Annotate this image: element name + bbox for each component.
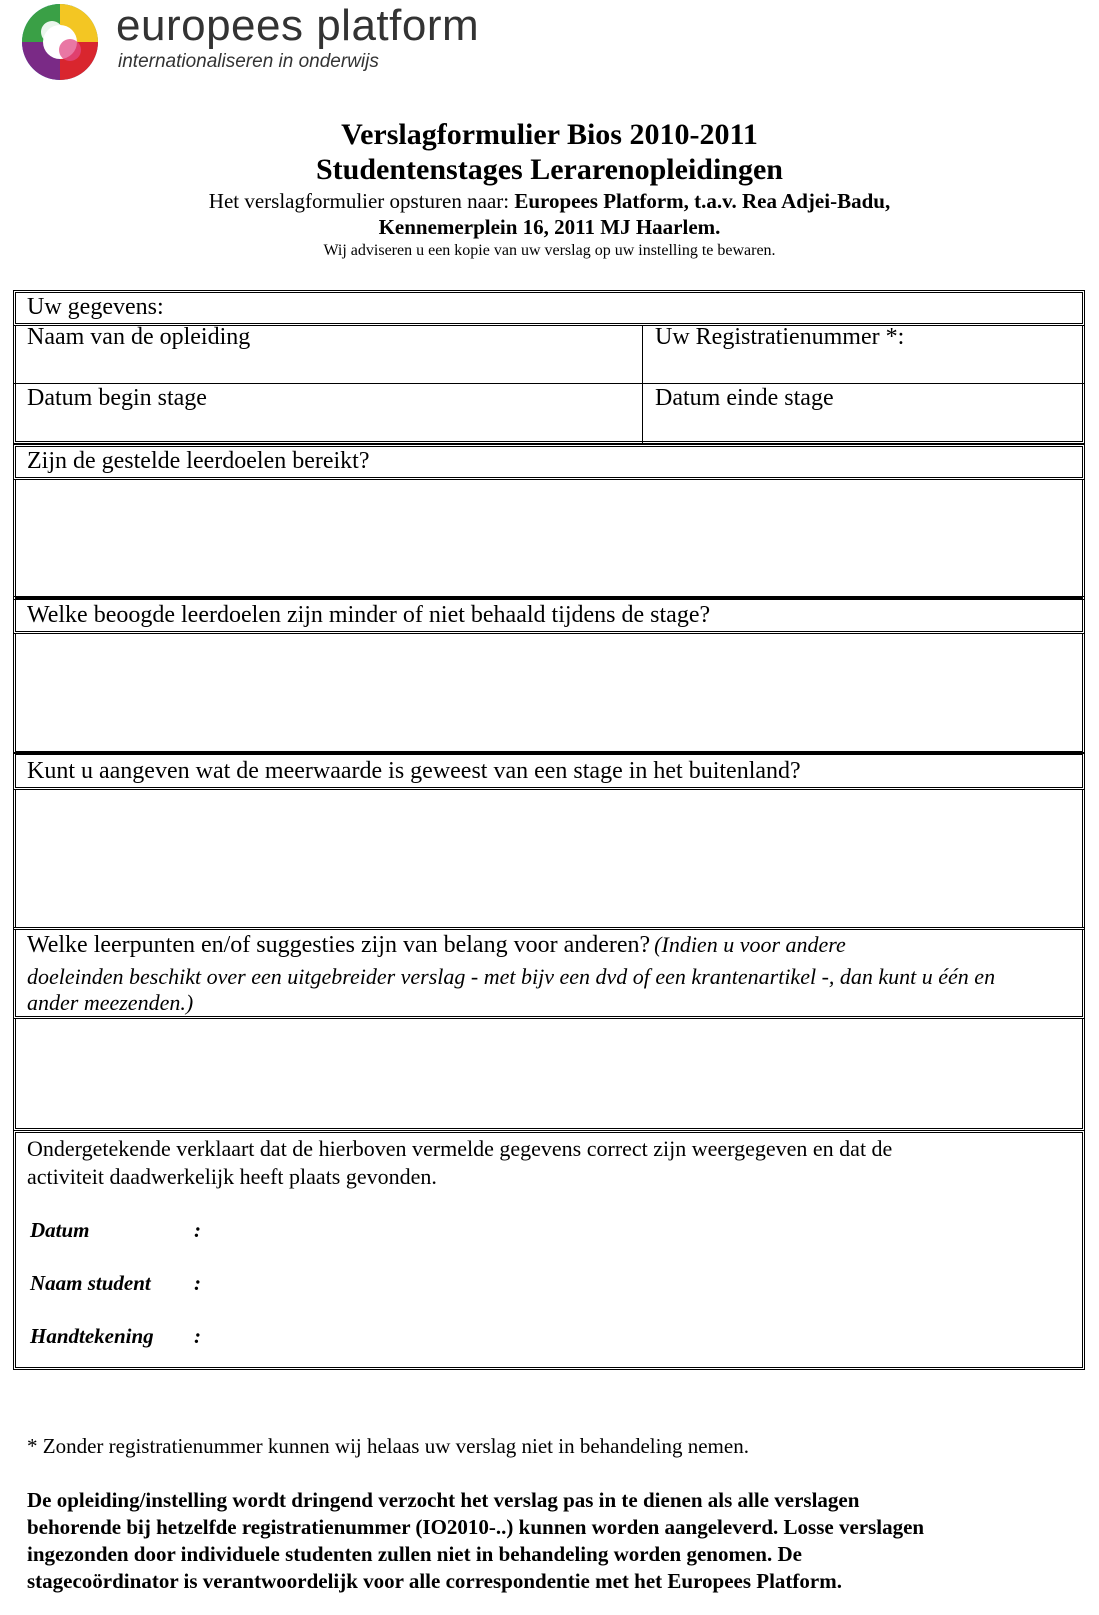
question-3-header [13, 752, 1085, 790]
question-2-label: Welke beoogde leerdoelen zijn minder of niet behaald tijdens de stage? [27, 602, 711, 628]
question-3-answer-area[interactable] [13, 790, 1085, 930]
datum-begin-label: Datum begin stage [27, 385, 207, 411]
naam-opleiding-label: Naam van de opleiding [27, 324, 251, 350]
declaration-line-2: activiteit daadwerkelijk heeft plaats gevonden. [27, 1164, 437, 1189]
question-4-label: Welke leerpunten en/of suggesties zijn van belang voor anderen? [27, 932, 651, 958]
question-4-note-1: (Indien u voor andere [654, 932, 846, 957]
signature-datum-label: Datum [30, 1218, 90, 1242]
send-prefix: Het verslagformulier opsturen naar: [208, 189, 515, 213]
gegevens-grid [13, 326, 1085, 444]
send-instruction [0, 188, 1099, 214]
signature-datum-colon: : [194, 1218, 201, 1242]
document-header [0, 118, 1099, 262]
logo-brand-text: europees platform [116, 1, 480, 50]
question-4-header [13, 927, 1085, 1019]
question-4-line-1 [27, 932, 846, 959]
question-3-label: Kunt u aangeven wat de meerwaarde is geweest van een stage in het buitenland? [27, 758, 801, 784]
europees-platform-logo [20, 0, 500, 84]
question-4-note-3: ander meezenden.) [27, 990, 194, 1015]
footnote: * Zonder registratienummer kunnen wij helaas uw verslag niet in behandeling nemen. [27, 1434, 749, 1458]
question-1-label: Zijn de gestelde leerdoelen bereikt? [27, 448, 370, 474]
logo-tagline: internationaliseren in onderwijs [118, 51, 379, 72]
signature-handtekening-colon: : [194, 1324, 201, 1348]
question-4-note-2: doeleinden beschikt over een uitgebreider verslag - met bijv een dvd of een krantenartikel -, dan kunt u één en [27, 964, 996, 989]
title-line-1: Verslagformulier Bios 2010-2011 [341, 118, 758, 151]
declaration-section [13, 1130, 1085, 1370]
question-2-header [13, 596, 1085, 634]
final-notice [27, 1487, 1072, 1595]
title-line-2: Studentenstages Lerarenopleidingen [316, 153, 783, 186]
logo-mark-icon [20, 2, 104, 82]
signature-naam-colon: : [194, 1271, 201, 1295]
final-notice-line-1: De opleiding/instelling wordt dringend verzocht het verslag pas in te dienen als alle verslagen [27, 1488, 860, 1512]
question-4-answer-area[interactable] [13, 1019, 1085, 1131]
send-recipient: Europees Platform, t.a.v. Rea Adjei-Badu, [514, 189, 891, 213]
question-1-header [13, 444, 1085, 480]
address: Kennemerplein 16, 2011 MJ Haarlem. [378, 215, 721, 239]
final-notice-line-2: behorende bij hetzelfde registratienummer (IO2010-..) kunnen worden aangeleverd. Losse verslagen [27, 1515, 925, 1539]
final-notice-line-4: stagecoördinator is verantwoordelijk voor alle correspondentie met het Europees Platform. [27, 1569, 842, 1593]
declaration-text [27, 1135, 892, 1191]
declaration-line-1: Ondergetekende verklaart dat de hierboven vermelde gegevens correct zijn weergegeven en dat de [27, 1136, 893, 1161]
registratienummer-label: Uw Registratienummer *: [655, 324, 905, 350]
signature-naam-label: Naam student [30, 1271, 151, 1295]
question-2-answer-area[interactable] [13, 634, 1085, 754]
question-1-answer-area[interactable] [13, 480, 1085, 600]
final-notice-line-3: ingezonden door individuele studenten zullen niet in behandeling worden genomen. De [27, 1542, 802, 1566]
section-uw-gegevens-label: Uw gegevens: [27, 294, 164, 320]
copy-advice: Wij adviseren u een kopie van uw verslag op uw instelling te bewaren. [323, 242, 776, 259]
section-uw-gegevens [13, 290, 1085, 326]
datum-einde-label: Datum einde stage [655, 385, 834, 411]
signature-handtekening-label: Handtekening [30, 1324, 154, 1348]
grid-divider [642, 326, 643, 444]
grid-row-divider [13, 383, 1085, 384]
